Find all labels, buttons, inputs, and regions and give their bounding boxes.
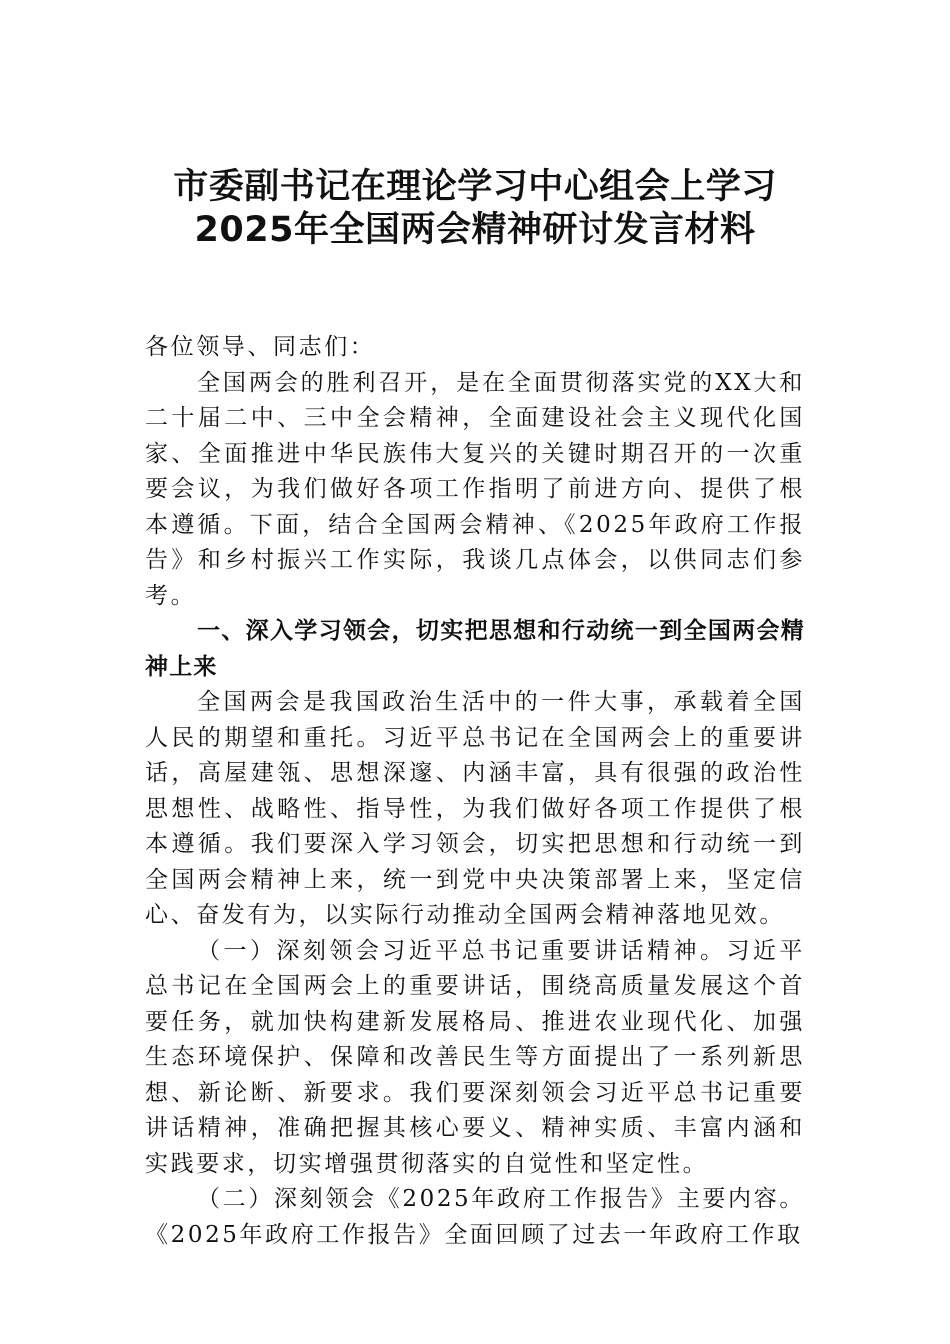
document-title-line-2: 2025年全国两会精神研讨发言材料 [194,210,756,250]
intro-paragraph: 全国两会的胜利召开，是在全面贯彻落实党的XX大和二十届二中、三中全会精神，全面建设社会主义现代化国家、全面推进中华民族伟大复兴的关键时期召开的一次重要会议，为我们做好各项工作指明了前进方向、提供了根本遵循。下面，结合全国两会精神、《2025年政府工作报告》和乡村振兴工作实际，我谈几点体会，以供同志们参考。 [145,369,805,609]
section-1-paragraph: 全国两会是我国政治生活中的一件大事，承载着全国人民的期望和重托。习近平总书记在全国两会上的重要讲话，高屋建瓴、思想深邃、内涵丰富，具有很强的政治性思想性、战略性、指导性，为我们做好各项工作提供了根本遵循。我们要深入学习领会，切实把思想和行动统一到全国两会精神上来，统一到党中央决策部署上来，坚定信心、奋发有为，以实际行动推动全国两会精神落地见效。 [145,689,805,928]
document-body [145,330,805,1253]
section-heading-1: 一、深入学习领会，切实把思想和行动统一到全国两会精神上来 [145,618,805,680]
subsection-2-paragraph: （二）深刻领会《2025年政府工作报告》主要内容。《2025年政府工作报告》全面回顾了过去一年政府工作取 [145,1186,805,1248]
salutation: 各位领导、同志们： [145,334,376,360]
document-title-line-1: 市委副书记在理论学习中心组会上学习 [173,167,777,207]
subsection-1-paragraph: （一）深刻领会习近平总书记重要讲话精神。习近平总书记在全国两会上的重要讲话，围绕高质量发展这个首要任务，就加快构建新发展格局、推进农业现代化、加强生态环境保护、保障和改善民生等方面提出了一系列新思想、新论断、新要求。我们要深刻领会习近平总书记重要讲话精神，准确把握其核心要义、精神实质、丰富内涵和实践要求，切实增强贯彻落实的自觉性和坚定性。 [145,937,805,1177]
